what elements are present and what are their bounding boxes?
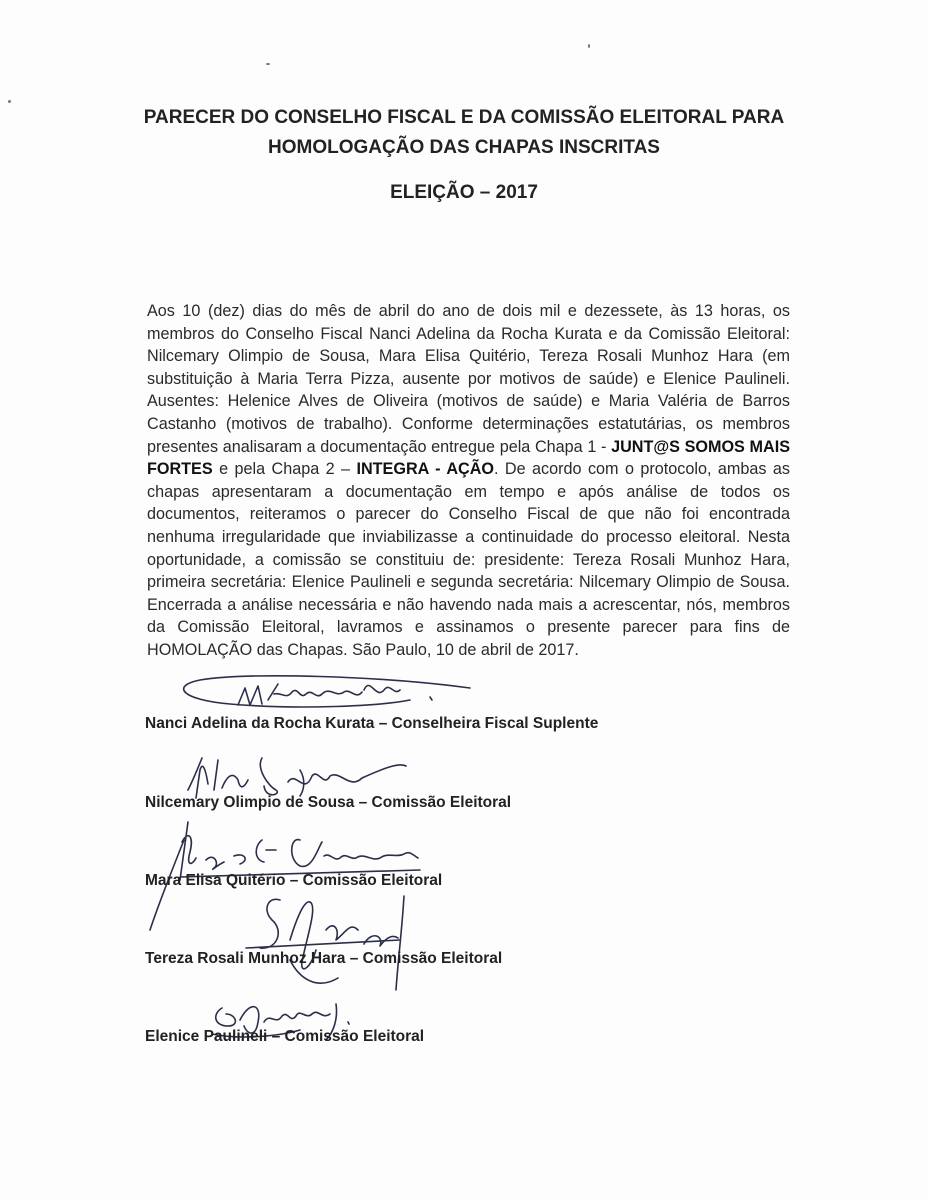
signatory-3: Mara Elisa Quitério – Comissão Eleitoral <box>145 872 443 889</box>
signature-2-script <box>188 758 406 798</box>
signatory-4: Tereza Rosali Munhoz Hara – Comissão Eleitoral <box>145 950 503 967</box>
page-subtitle: ELEIÇÃO – 2017 <box>390 182 538 203</box>
signatory-5: Elenice Paulineli – Comissão Eleitoral <box>145 1028 425 1045</box>
signature-1-loop <box>184 676 470 707</box>
body-text-part-2: e pela Chapa 2 – <box>212 460 357 479</box>
chapa-2-name: INTEGRA - AÇÃO <box>356 460 495 479</box>
signatory-2: Nilcemary Olimpio de Sousa – Comissão Eleitoral <box>145 794 512 811</box>
signature-4-script <box>260 896 404 990</box>
signatory-1: Nanci Adelina da Rocha Kurata – Conselheira Fiscal Suplente <box>145 715 599 732</box>
body-text-part-1: Aos 10 (dez) dias do mês de abril do ano de dois mil e dezessete, às 13 horas, os membros do Conselho Fiscal Nanci Adelina da Rocha Kurata e da Comissão Eleitoral: Nilcemary Olimpio de Sousa, Mara Elisa Quitério, Tereza Rosali Munhoz Hara (em substituição à Maria Terra Pizza, ausente por motivos de saúde) e Elenice Paulineli. Ausentes: Helenice Alves de Oliveira (motivos de saúde) e Maria Valéria de Barros Castanho (motivos de trabalho). Conforme determinações estatutárias, os membros presentes analisaram a documentação entregue pela Chapa 1 - <box>147 302 790 456</box>
scan-speck <box>588 44 590 48</box>
chapa-1-name: JUNT@S SOMOS MAIS FORTES <box>147 437 790 479</box>
page-title-line-2: HOMOLOGAÇÃO DAS CHAPAS INSCRITAS <box>268 137 660 158</box>
page-title-line-1: PARECER DO CONSELHO FISCAL E DA COMISSÃO ELEITORAL PARA <box>143 107 785 128</box>
scan-speck <box>8 100 11 103</box>
scan-speck <box>266 63 270 65</box>
signature-1-script <box>238 684 400 705</box>
body-text-part-3: . De acordo com o protocolo, ambas as chapas apresentaram a documentação em tempo e após análise de todos os documentos, reiteramos o parecer do Conselho Fiscal de que não foi encontrada nenhuma irregularidade que inviabilizasse a continuidade do processo eleitoral. Nesta oportunidade, a comissão se constituiu de: presidente: Tereza Rosali Munhoz Hara, primeira secretária: Elenice Paulineli e segunda secretária: Nilcemary Olimpio de Sousa. Encerrada a análise necessária e não havendo nada mais a acrescentar, nós, membros da Comissão Eleitoral, lavramos e assinamos o presente parecer para fins de HOMOLAÇÃO das Chapas. São Paulo, 10 de abril de 2017. <box>147 460 790 659</box>
body-paragraph <box>147 300 790 662</box>
